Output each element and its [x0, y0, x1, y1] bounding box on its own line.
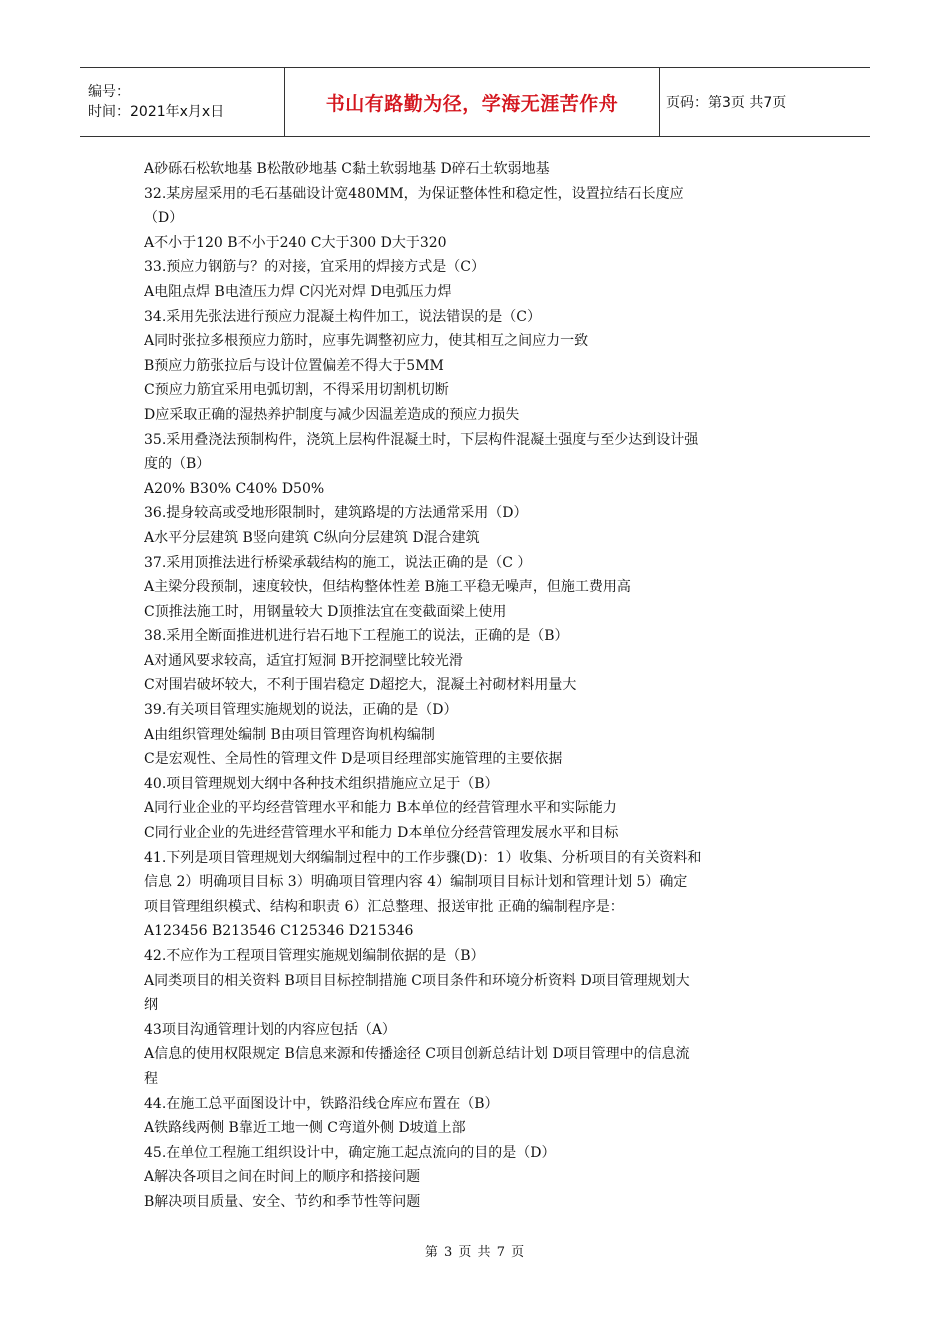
text-line: A不小于120 B不小于240 C大于300 D大于320: [144, 234, 447, 251]
text-line: C同行业企业的先进经营管理水平和能力 D本单位分经营管理发展水平和目标: [144, 825, 619, 842]
text-line: A对通风要求较高，适宜打短洞 B开挖洞壁比较光滑: [144, 652, 463, 669]
text-line: 33.预应力钢筋与？的对接，宜采用的焊接方式是（C）: [144, 259, 485, 276]
text-line: A同时张拉多根预应力筋时，应事先调整初应力，使其相互之间应力一致: [144, 333, 589, 350]
text-line: C预应力筋宜采用电弧切割，不得采用切割机切断: [144, 382, 449, 399]
document-body: [144, 157, 812, 1215]
text-line: A铁路线两侧 B靠近工地一侧 C弯道外侧 D坡道上部: [144, 1120, 466, 1137]
document-time-label: 时间：2021年x月x日: [88, 104, 225, 120]
text-line: C是宏观性、全局性的管理文件 D是项目经理部实施管理的主要依据: [144, 751, 563, 768]
text-line: 45.在单位工程施工组织设计中，确定施工起点流向的目的是（D）: [144, 1144, 556, 1161]
text-line: B解决项目质量、安全、节约和季节性等问题: [144, 1193, 421, 1210]
text-line: A同类项目的相关资料 B项目目标控制措施 C项目条件和环境分析资料 D项目管理规划大: [144, 972, 690, 989]
text-line: C顶推法施工时，用钢量较大 D顶推法宜在变截面梁上使用: [144, 603, 507, 620]
text-line: A砂砾石松软地基 B松散砂地基 C黏土软弱地基 D碎石土软弱地基: [144, 161, 550, 177]
text-line: 36.提身较高或受地形限制时，建筑路堤的方法通常采用（D）: [144, 505, 528, 522]
text-line: A电阻点焊 B电渣压力焊 C闪光对焊 D电弧压力焊: [144, 283, 452, 300]
text-line: 35.采用叠浇法预制构件，浇筑上层构件混凝土时，下层构件混凝土强度与至少达到设计强: [144, 431, 699, 448]
text-line: A123456 B213546 C125346 D215346: [144, 923, 414, 940]
text-line: A信息的使用权限规定 B信息来源和传播途径 C项目创新总结计划 D项目管理中的信息流: [144, 1046, 690, 1063]
header-left-cell: [80, 68, 284, 136]
text-line: A20% B30% C40% D50%: [144, 480, 325, 497]
text-line: A由组织管理处编制 B由项目管理咨询机构编制: [144, 726, 435, 743]
header-motto: 书山有路勤为径，学海无涯苦作舟: [284, 68, 660, 136]
text-line: D应采取正确的湿热养护制度与减少因温差造成的预应力损失: [144, 406, 520, 423]
text-line: 38.采用全断面推进机进行岩石地下工程施工的说法，正确的是（B）: [144, 628, 569, 645]
text-line: 37.采用顶推法进行桥梁承载结构的施工，说法正确的是（C ）: [144, 554, 532, 571]
text-line: A水平分层建筑 B竖向建筑 C纵向分层建筑 D混合建筑: [144, 529, 480, 546]
text-line: 项目管理组织模式、结构和职责 6）汇总整理、报送审批 正确的编制程序是：: [144, 898, 624, 915]
header-page-number: 页码：第3页 共7页: [666, 95, 787, 111]
text-line: A主梁分段预制，速度较快，但结构整体性差 B施工平稳无噪声，但施工费用高: [144, 579, 631, 596]
text-line: C对围岩破坏较大，不利于围岩稳定 D超挖大，混凝土衬砌材料用量大: [144, 677, 577, 694]
text-line: A解决各项目之间在时间上的顺序和搭接问题: [144, 1169, 421, 1186]
text-line: （D）: [144, 210, 184, 227]
text-line: 42.不应作为工程项目管理实施规划编制依据的是（B）: [144, 948, 485, 964]
text-line: 39.有关项目管理实施规划的说法，正确的是（D）: [144, 702, 458, 719]
text-line: 32.某房屋采用的毛石基础设计宽480MM，为保证整体性和稳定性，设置拉结石长度应: [144, 185, 684, 202]
text-line: 程: [144, 1070, 158, 1087]
text-line: 纲: [144, 997, 158, 1014]
text-line: B预应力筋张拉后与设计位置偏差不得大于5MM: [144, 357, 444, 374]
page-footer: 第 3 页 共 7 页: [424, 1245, 526, 1260]
text-line: 43项目沟通管理计划的内容应包括（A）: [144, 1021, 396, 1038]
text-line: 信息 2）明确项目目标 3）明确项目管理内容 4）编制项目目标计划和管理计划 5）确定: [144, 874, 688, 891]
text-line: 41.下列是项目管理规划大纲编制过程中的工作步骤(D)：1）收集、分析项目的有关资料和: [144, 849, 702, 866]
text-line: 34.采用先张法进行预应力混凝土构件加工，说法错误的是（C）: [144, 308, 541, 325]
text-line: 度的（B）: [144, 456, 211, 473]
text-line: 40.项目管理规划大纲中各种技术组织措施应立足于（B）: [144, 775, 499, 792]
document-number-label: 编号：: [88, 84, 130, 100]
page-header: [80, 67, 870, 137]
text-line: A同行业企业的平均经营管理水平和能力 B本单位的经营管理水平和实际能力: [144, 800, 617, 817]
text-line: 44.在施工总平面图设计中，铁路沿线仓库应布置在（B）: [144, 1095, 499, 1112]
